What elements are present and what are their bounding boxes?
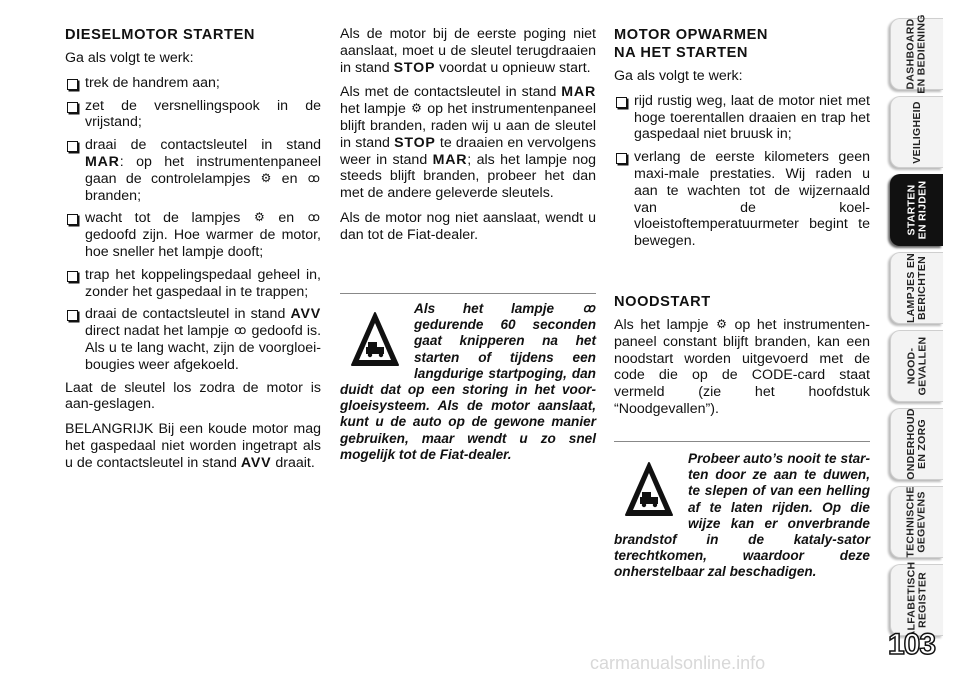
list-item: zet de versnellingspook in de vrijstand; <box>65 98 321 132</box>
column-diesel-start <box>65 26 321 480</box>
column-emergency-start <box>614 293 870 426</box>
glow-plug-icon: ꝏ <box>234 323 247 338</box>
tab-lampjes[interactable]: LAMPJES EN BERICHTEN <box>890 252 943 324</box>
tab-onderhoud[interactable]: ONDERHOUD EN ZORG <box>890 408 943 480</box>
list-item: draai de contactsleutel in stand AVV direct nadat het lampje ꝏ gedoofd is. Als u te lang wacht, zijn de voorgloei-bougies weer afgekoeld. <box>65 306 321 373</box>
section-heading: DIESELMOTOR STARTEN <box>65 27 256 43</box>
list-item: trap het koppelingspedaal geheel in, zonder het gaspedaal in te trappen; <box>65 267 321 301</box>
engine-check-icon: ⚙ <box>253 210 265 225</box>
warning-divider <box>614 441 870 442</box>
paragraph: BELANGRIJK Bij een koude motor mag het gaspedaal niet worden ingetrapt als u de contactsleutel in stand AVV draait. <box>65 421 321 471</box>
section-heading: NA HET STARTEN <box>614 45 749 61</box>
warning-triangle-icon <box>350 311 400 367</box>
list-item: wacht tot de lampjes ⚙ en ꝏ gedoofd zijn. Hoe warmer de motor, hoe sneller het lampje dooft; <box>65 210 321 260</box>
warning-divider <box>340 293 596 294</box>
tab-starten-en-rijden[interactable]: STARTEN EN RIJDEN <box>890 174 943 246</box>
tab-register[interactable]: ALFABETISCH REGISTER <box>890 564 943 636</box>
list-item: trek de handrem aan; <box>65 75 321 92</box>
engine-check-icon: ⚙ <box>716 317 727 331</box>
intro-text: Ga als volgt te werk: <box>614 68 743 84</box>
paragraph: Als met de contactsleutel in stand MAR het lampje ⚙ op het instrumentenpaneel blijft branden, raden wij u aan de sleutel in stand STOP te draaien en vervolgens weer in stand MAR; als het lampje nog steeds blijft branden, probeer het dan met de andere geleverde sleutels. <box>340 84 596 202</box>
glow-plug-icon: ꝏ <box>582 301 595 315</box>
warning-triangle-icon <box>624 461 674 517</box>
section-heading: NOODSTART <box>614 294 711 310</box>
paragraph: Als de motor nog niet aanslaat, wendt u dan tot de Fiat-dealer. <box>340 209 596 243</box>
list-item: draai de contactsleutel in stand MAR: op het instrumentenpaneel gaan de controlelampjes ⚙ en ꝏ branden; <box>65 137 321 204</box>
glow-plug-icon: ꝏ <box>307 210 320 225</box>
section-heading: MOTOR OPWARMEN <box>614 27 769 43</box>
tab-veiligheid[interactable]: VEILIGHEID <box>890 96 943 168</box>
paragraph: Als het lampje ⚙ op het instrumenten-paneel constant blijft branden, kan een noodstart worden uitgevoerd met de code die op de CODE-card staat vermeld (zie het hoofdstuk “Noodgevallen”). <box>614 317 870 417</box>
column-warmup <box>614 26 870 256</box>
glow-plug-icon: ꝏ <box>307 170 320 185</box>
list-item: verlang de eerste kilometers geen maxi-male prestaties. Wij raden u aan te wachten tot de wijzernaald van de koel-vloeistoftemperatuurmeter begint te bewegen. <box>614 149 870 250</box>
tab-noodgevallen[interactable]: NOOD- GEVALLEN <box>890 330 943 402</box>
watermark: carmanualsonline.info <box>590 653 766 673</box>
tab-dashboard[interactable]: DASHBOARD EN BEDIENING <box>890 18 943 90</box>
warning-box-pushstart: Probeer auto’s nooit te star-ten door ze aan te duwen, te slepen of van een helling af te laten rijden. Op die wijze kan er onverbrande brandstof in de kataly-sator terechtkomen, waardoor deze onherstelbaar zal beschadigen. <box>614 451 870 580</box>
paragraph: Als de motor bij de eerste poging niet aanslaat, moet u de sleutel terugdraaien in stand STOP voordat u opnieuw start. <box>340 26 596 76</box>
warning-box-glow: Als het lampje ꝏ gedurende 60 seconden gaat knipperen na het starten of tijdens een langdurige startpoging, dan duidt dat op een storing in het voor-gloeisysteem. Als de motor aanslaat, kunt u de auto op de gewone manier gebruiken, maar wendt u zo snel mogelijk tot de Fiat-dealer. <box>340 301 596 462</box>
intro-text: Ga als volgt te werk: <box>65 50 194 66</box>
engine-check-icon: ⚙ <box>260 170 272 185</box>
engine-check-icon: ⚙ <box>411 101 422 116</box>
column-start-problems <box>340 26 596 252</box>
page-number: 103 <box>888 628 936 661</box>
tab-technische-gegevens[interactable]: TECHNISCHE GEGEVENS <box>890 486 943 558</box>
list-item: rijd rustig weg, laat de motor niet met hoge toerentallen draaien en trap het gaspedaal niet bruusk in; <box>614 93 870 143</box>
paragraph: Laat de sleutel los zodra de motor is aan-geslagen. <box>65 379 321 413</box>
